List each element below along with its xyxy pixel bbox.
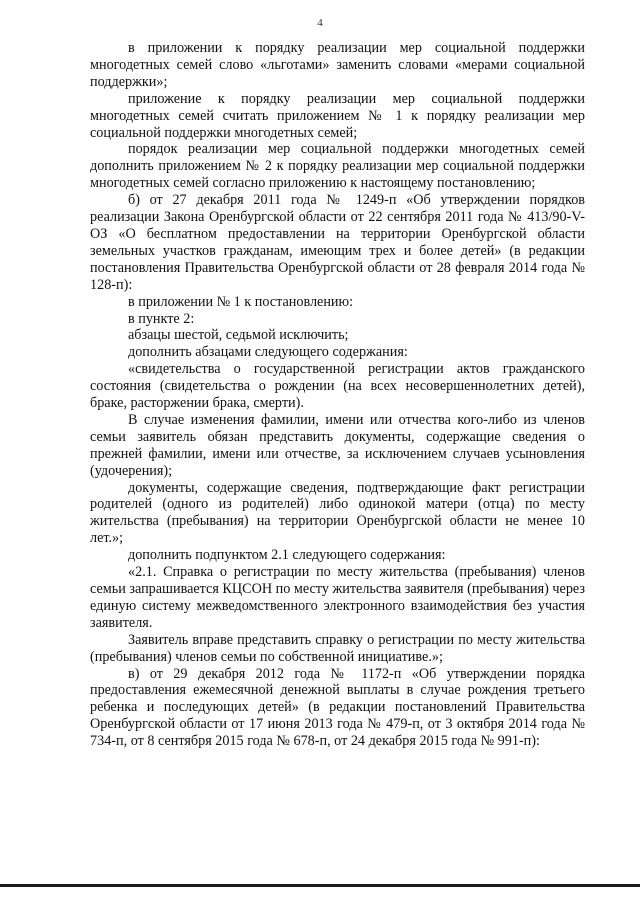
paragraph-6: в пункте 2: <box>128 310 195 327</box>
paragraph-1: в приложении к порядку реализации мер социальной поддержки многодетных семей слово «льготами» заменить словами «мерами социальной поддержки»; <box>90 40 585 90</box>
paragraph-4: б) от 27 декабря 2011 года № 1249-п «Об утверждении порядков реализации Закона Оренбургской области от 22 сентября 2011 года № 413/90-V-ОЗ «О бесплатном предоставлении на территории Оренбургской области земельных участков гражданам, имеющим трех и более детей» (в редакции постановления Правительства Оренбургской области от 28 февраля 2014 года № 128-п): <box>90 192 585 293</box>
paragraph-5: в приложении № 1 к постановлению: <box>128 293 354 310</box>
page-number: 4 <box>317 17 323 29</box>
paragraph-3: порядок реализации мер социальной поддержки многодетных семей дополнить приложением № 2 к порядку реализации мер социальной поддержки многодетных семей согласно приложению к настоящему постановлению; <box>90 141 585 192</box>
paragraph-2: приложение к порядку реализации мер социальной поддержки многодетных семей считать приложением № 1 к порядку реализации мер социальной поддержки многодетных семей; <box>90 90 585 141</box>
paragraph-10: В случае изменения фамилии, имени или отчества кого-либо из членов семьи заявитель обязан представить документы, содержащие сведения о прежней фамилии, имени или отчестве, за исключением случаев усыновления (удочерения); <box>90 411 585 479</box>
paragraph-8: дополнить абзацами следующего содержания: <box>128 344 408 361</box>
document-body <box>90 40 585 750</box>
paragraph-14: Заявитель вправе представить справку о регистрации по месту жительства (пребывания) членов семьи по собственной инициативе.»; <box>90 631 585 665</box>
paragraph-9: «свидетельства о государственной регистрации актов гражданского состояния (свидетельства о рождении (на всех несовершеннолетних детей), браке, расторжении брака, смерти). <box>90 361 585 412</box>
paragraph-12: дополнить подпунктом 2.1 следующего содержания: <box>128 547 446 564</box>
paragraph-15: в) от 29 декабря 2012 года № 1172-п «Об утверждении порядка предоставления ежемесячной денежной выплаты в случае рождения третьего ребенка и последующих детей» (в редакции постановлений Правительства Оренбургской области от 17 июня 2013 года № 479-п, от 3 октября 2014 года № 734-п, от 8 сентября 2015 года № 678-п, от 24 декабря 2015 года № 991-п): <box>90 665 585 750</box>
page-bottom-rule <box>0 884 640 887</box>
paragraph-7: абзацы шестой, седьмой исключить; <box>128 327 349 344</box>
paragraph-11: документы, содержащие сведения, подтверждающие факт регистрации родителей (одного из родителей) либо одинокой матери (отца) по месту жительства (пребывания) на территории Оренбургской области не менее 10 лет.»; <box>90 479 585 547</box>
paragraph-13: «2.1. Справка о регистрации по месту жительства (пребывания) членов семьи запрашивается КЦСОН по месту жительства заявителя (пребывания) через единую систему межведомственного электронного взаимодействия без участия заявителя. <box>90 564 585 631</box>
